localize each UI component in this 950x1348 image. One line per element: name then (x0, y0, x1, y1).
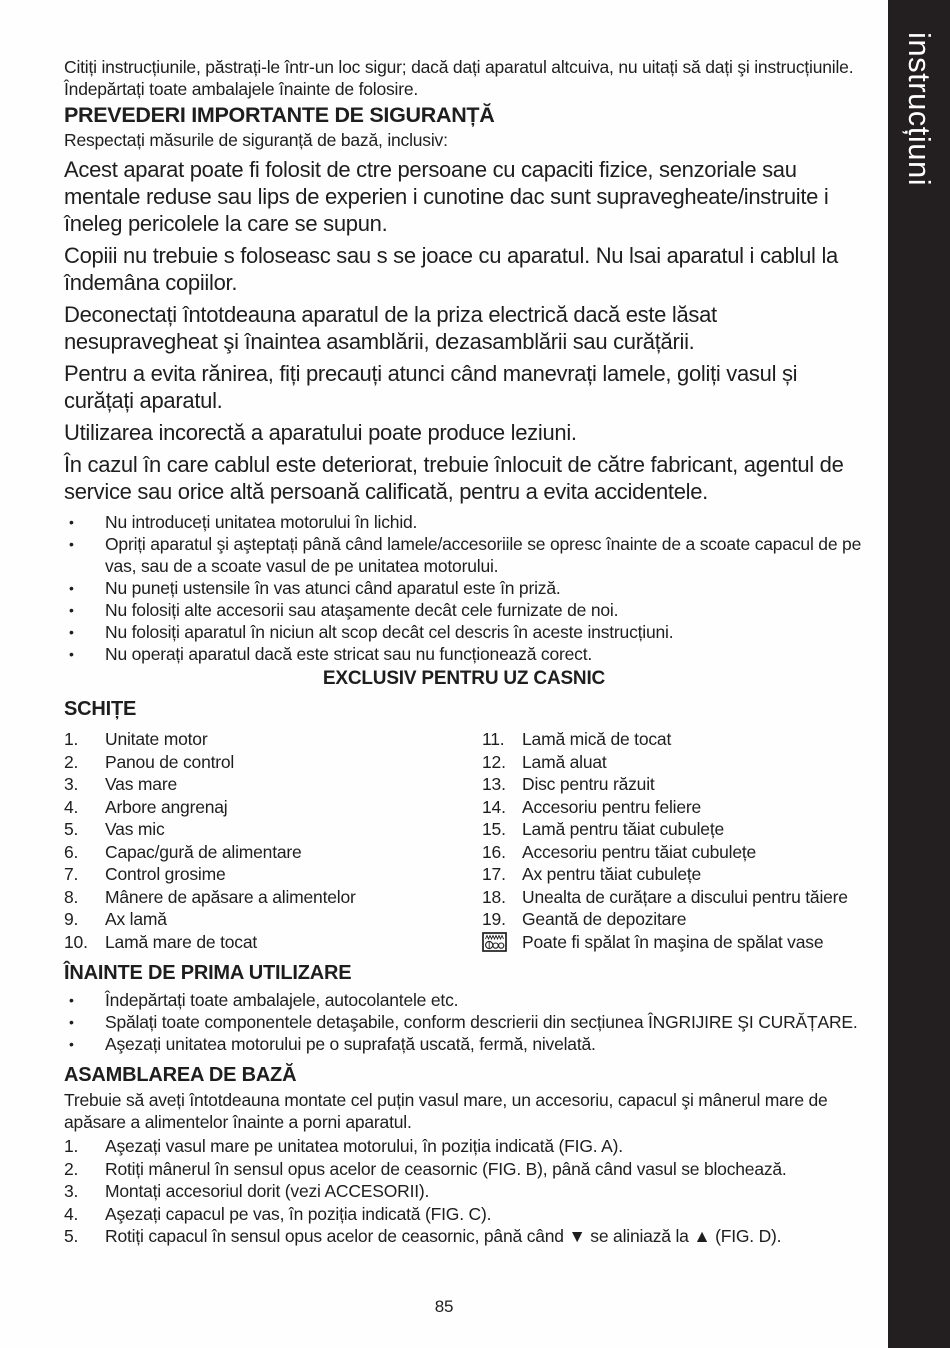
part-label: Panou de control (105, 751, 235, 772)
bullet-item (64, 577, 864, 599)
page-number: 85 (434, 1297, 454, 1316)
bullet-marker: • (69, 992, 74, 1008)
step-number: 1. (64, 1136, 79, 1156)
part-item (482, 751, 864, 774)
part-item (64, 931, 482, 954)
step-item (64, 1203, 864, 1226)
intro-paragraph: Citiți instrucțiunile, păstrați-le într-un loc sigur; dacă dați aparatul altcuiva, nu uitați să dați şi instrucțiunile. Îndepărtați toate ambalajele înainte de folosire. (64, 57, 854, 99)
step-item (64, 1135, 864, 1158)
bullet-item (64, 643, 864, 665)
part-item (482, 728, 864, 751)
part-number: 16. (482, 841, 506, 862)
dishwasher-safe-icon (482, 931, 522, 954)
part-label: Control grosime (105, 864, 226, 884)
part-number: 5. (64, 819, 79, 839)
safety-subheading: Respectați măsurile de siguranță de bază, inclusiv: (64, 130, 448, 150)
assembly-heading: ASAMBLAREA DE BAZĂ (64, 1064, 297, 1086)
step-text: Aşezați vasul mare pe unitatea motorului, în poziția indicată (FIG. A). (105, 1136, 623, 1156)
bullet-text: Nu operați aparatul dacă este stricat sau nu funcționează corect. (105, 644, 593, 664)
before-first-use-list (64, 989, 864, 1055)
bullet-marker: • (69, 646, 74, 662)
part-item (64, 863, 482, 886)
step-number: 4. (64, 1203, 79, 1224)
step-number: 2. (64, 1158, 79, 1179)
part-item (64, 728, 482, 751)
bullet-item (64, 989, 864, 1011)
bullet-item (64, 511, 864, 533)
bullet-text: Îndepărtați toate ambalajele, autocolantele etc. (105, 990, 459, 1010)
step-number: 5. (64, 1226, 79, 1246)
part-item (64, 796, 482, 819)
part-number: 8. (64, 886, 79, 907)
part-label: Accesoriu pentru tăiat cubulețe (522, 841, 757, 862)
part-number: 9. (64, 909, 79, 929)
part-item (64, 818, 482, 841)
bullet-marker: • (69, 536, 74, 552)
part-item (64, 886, 482, 909)
part-number: 11. (482, 729, 505, 749)
bullet-item (64, 533, 864, 577)
part-label: Unitate motor (105, 729, 208, 749)
assembly-steps (64, 1135, 864, 1248)
parts-column-left (64, 728, 482, 953)
step-text: Rotiți mânerul în sensul opus acelor de ceasornic (FIG. B), până când vasul se blochează. (105, 1158, 787, 1179)
step-text: Aşezați capacul pe vas, în poziția indicată (FIG. C). (105, 1203, 492, 1224)
household-only-note: EXCLUSIV PENTRU UZ CASNIC (322, 668, 606, 689)
part-label: Lamă aluat (522, 751, 607, 772)
bullet-item (64, 1033, 864, 1055)
step-item (64, 1180, 864, 1203)
part-item (482, 796, 864, 819)
bullet-marker: • (69, 1014, 74, 1030)
part-label: Arbore angrenaj (105, 796, 228, 817)
step-text: Montați accesoriul dorit (vezi ACCESORII). (105, 1181, 430, 1201)
part-label: Geantă de depozitare (522, 909, 687, 929)
part-item (64, 908, 482, 931)
part-label: Capac/gură de alimentare (105, 841, 302, 862)
sidebar-tab (888, 0, 950, 1348)
warning-paragraph: Acest aparat poate fi folosit de ctre persoane cu capaciti fizice, senzoriale sau mentale reduse sau lips de experien i cunotine dac sunt supravegheate/instruite i îneleg pericolele la care se supun. (64, 157, 829, 236)
part-number: 17. (482, 864, 506, 884)
bullet-item (64, 1011, 864, 1033)
part-label: Unealta de curățare a discului pentru tăiere (522, 886, 848, 907)
part-item (482, 908, 864, 931)
part-label: Lamă pentru tăiat cubulețe (522, 819, 725, 839)
part-label: Lamă mare de tocat (105, 931, 258, 952)
part-label: Vas mic (105, 819, 165, 839)
bullet-text: Nu folosiți alte accesorii sau ataşamente decât cele furnizate de noi. (105, 600, 619, 620)
step-item (64, 1225, 864, 1248)
bullet-text: Aşezați unitatea motorului pe o suprafață uscată, fermă, nivelată. (105, 1034, 596, 1054)
part-number: 1. (64, 729, 79, 749)
part-item (482, 886, 864, 909)
part-item (64, 773, 482, 796)
warning-paragraph: Deconectați întotdeauna aparatul de la priza electrică dacă este lăsat nesupravegheat şi înaintea asamblării, dezasamblării sau curățării. (64, 302, 717, 354)
part-number: 19. (482, 909, 506, 929)
bullet-text: Nu folosiți aparatul în niciun alt scop decât cel descris în aceste instrucțiuni. (105, 622, 674, 642)
part-number: 2. (64, 751, 79, 772)
part-label: Mânere de apăsare a alimentelor (105, 886, 356, 907)
dishwasher-note: Poate fi spălat în maşina de spălat vase (522, 931, 824, 952)
safety-heading: PREVEDERI IMPORTANTE DE SIGURANȚĂ (64, 103, 495, 127)
warning-paragraph: Copiii nu trebuie s foloseasc sau s se joace cu aparatul. Nu lsai aparatul i cablul la îndemâna copiilor. (64, 243, 838, 295)
step-number: 3. (64, 1181, 79, 1201)
part-number: 10. (64, 931, 88, 952)
part-item (64, 751, 482, 774)
part-number: 4. (64, 796, 79, 817)
parts-heading: SCHIȚE (64, 698, 137, 720)
part-label: Ax pentru tăiat cubulețe (522, 864, 702, 884)
dishwasher-note-row (482, 931, 864, 954)
part-number: 7. (64, 864, 79, 884)
part-label: Ax lamă (105, 909, 167, 929)
part-number: 15. (482, 819, 506, 839)
part-number: 13. (482, 774, 506, 794)
bullet-text: Nu introduceți unitatea motorului în lichid. (105, 512, 418, 532)
assembly-intro: Trebuie să aveți întotdeauna montate cel puțin vasul mare, un accesoriu, capacul şi mânerul mare de apăsare a alimentelor înainte a porni aparatul. (64, 1090, 828, 1132)
bullet-marker: • (69, 514, 74, 530)
part-item (482, 863, 864, 886)
bullet-text: Spălați toate componentele detaşabile, conform descrierii din secțiunea ÎNGRIJIRE ŞI CURĂȚARE. (105, 1012, 858, 1032)
part-label: Vas mare (105, 774, 177, 794)
bullet-marker: • (69, 602, 74, 618)
before-first-use-heading: ÎNAINTE DE PRIMA UTILIZARE (64, 962, 352, 984)
bullet-item (64, 621, 864, 643)
warning-paragraph: Pentru a evita rănirea, fiți precauți atunci când manevrați lamele, goliți vasul și curățați aparatul. (64, 361, 798, 413)
part-label: Lamă mică de tocat (522, 729, 672, 749)
safety-warnings (64, 156, 864, 505)
warning-paragraph: În cazul în care cablul este deteriorat, trebuie înlocuit de către fabricant, agentul de service sau orice altă persoană calificată, pentru a evita accidentele. (64, 452, 844, 504)
parts-list (64, 728, 864, 953)
bullet-text: Nu puneți ustensile în vas atunci când aparatul este în priză. (105, 578, 561, 598)
part-item (482, 773, 864, 796)
part-label: Disc pentru răzuit (522, 774, 655, 794)
part-number: 6. (64, 841, 79, 862)
step-text: Rotiți capacul în sensul opus acelor de ceasornic, până când ▼ se aliniază la ▲ (FIG. D). (105, 1226, 782, 1246)
part-number: 12. (482, 751, 506, 772)
part-item (482, 841, 864, 864)
bullet-item (64, 599, 864, 621)
part-number: 3. (64, 774, 79, 794)
bullet-marker: • (69, 1036, 74, 1052)
bullet-marker: • (69, 624, 74, 640)
part-item (482, 818, 864, 841)
part-number: 18. (482, 886, 506, 907)
warning-paragraph: Utilizarea incorectă a aparatului poate produce leziuni. (64, 420, 577, 445)
bullet-text: Opriți aparatul şi aşteptați până când lamele/accesoriile se opresc înainte de a scoate capacul de pe vas, sau de a scoate vasul de pe unitatea motorului. (105, 534, 862, 576)
parts-column-right (482, 728, 864, 953)
part-number: 14. (482, 796, 506, 817)
safety-bullet-list (64, 511, 864, 665)
step-item (64, 1158, 864, 1181)
part-label: Accesoriu pentru feliere (522, 796, 702, 817)
sidebar-label: instrucțiuni (902, 32, 937, 187)
bullet-marker: • (69, 580, 74, 596)
page-content (64, 56, 864, 1248)
part-item (64, 841, 482, 864)
